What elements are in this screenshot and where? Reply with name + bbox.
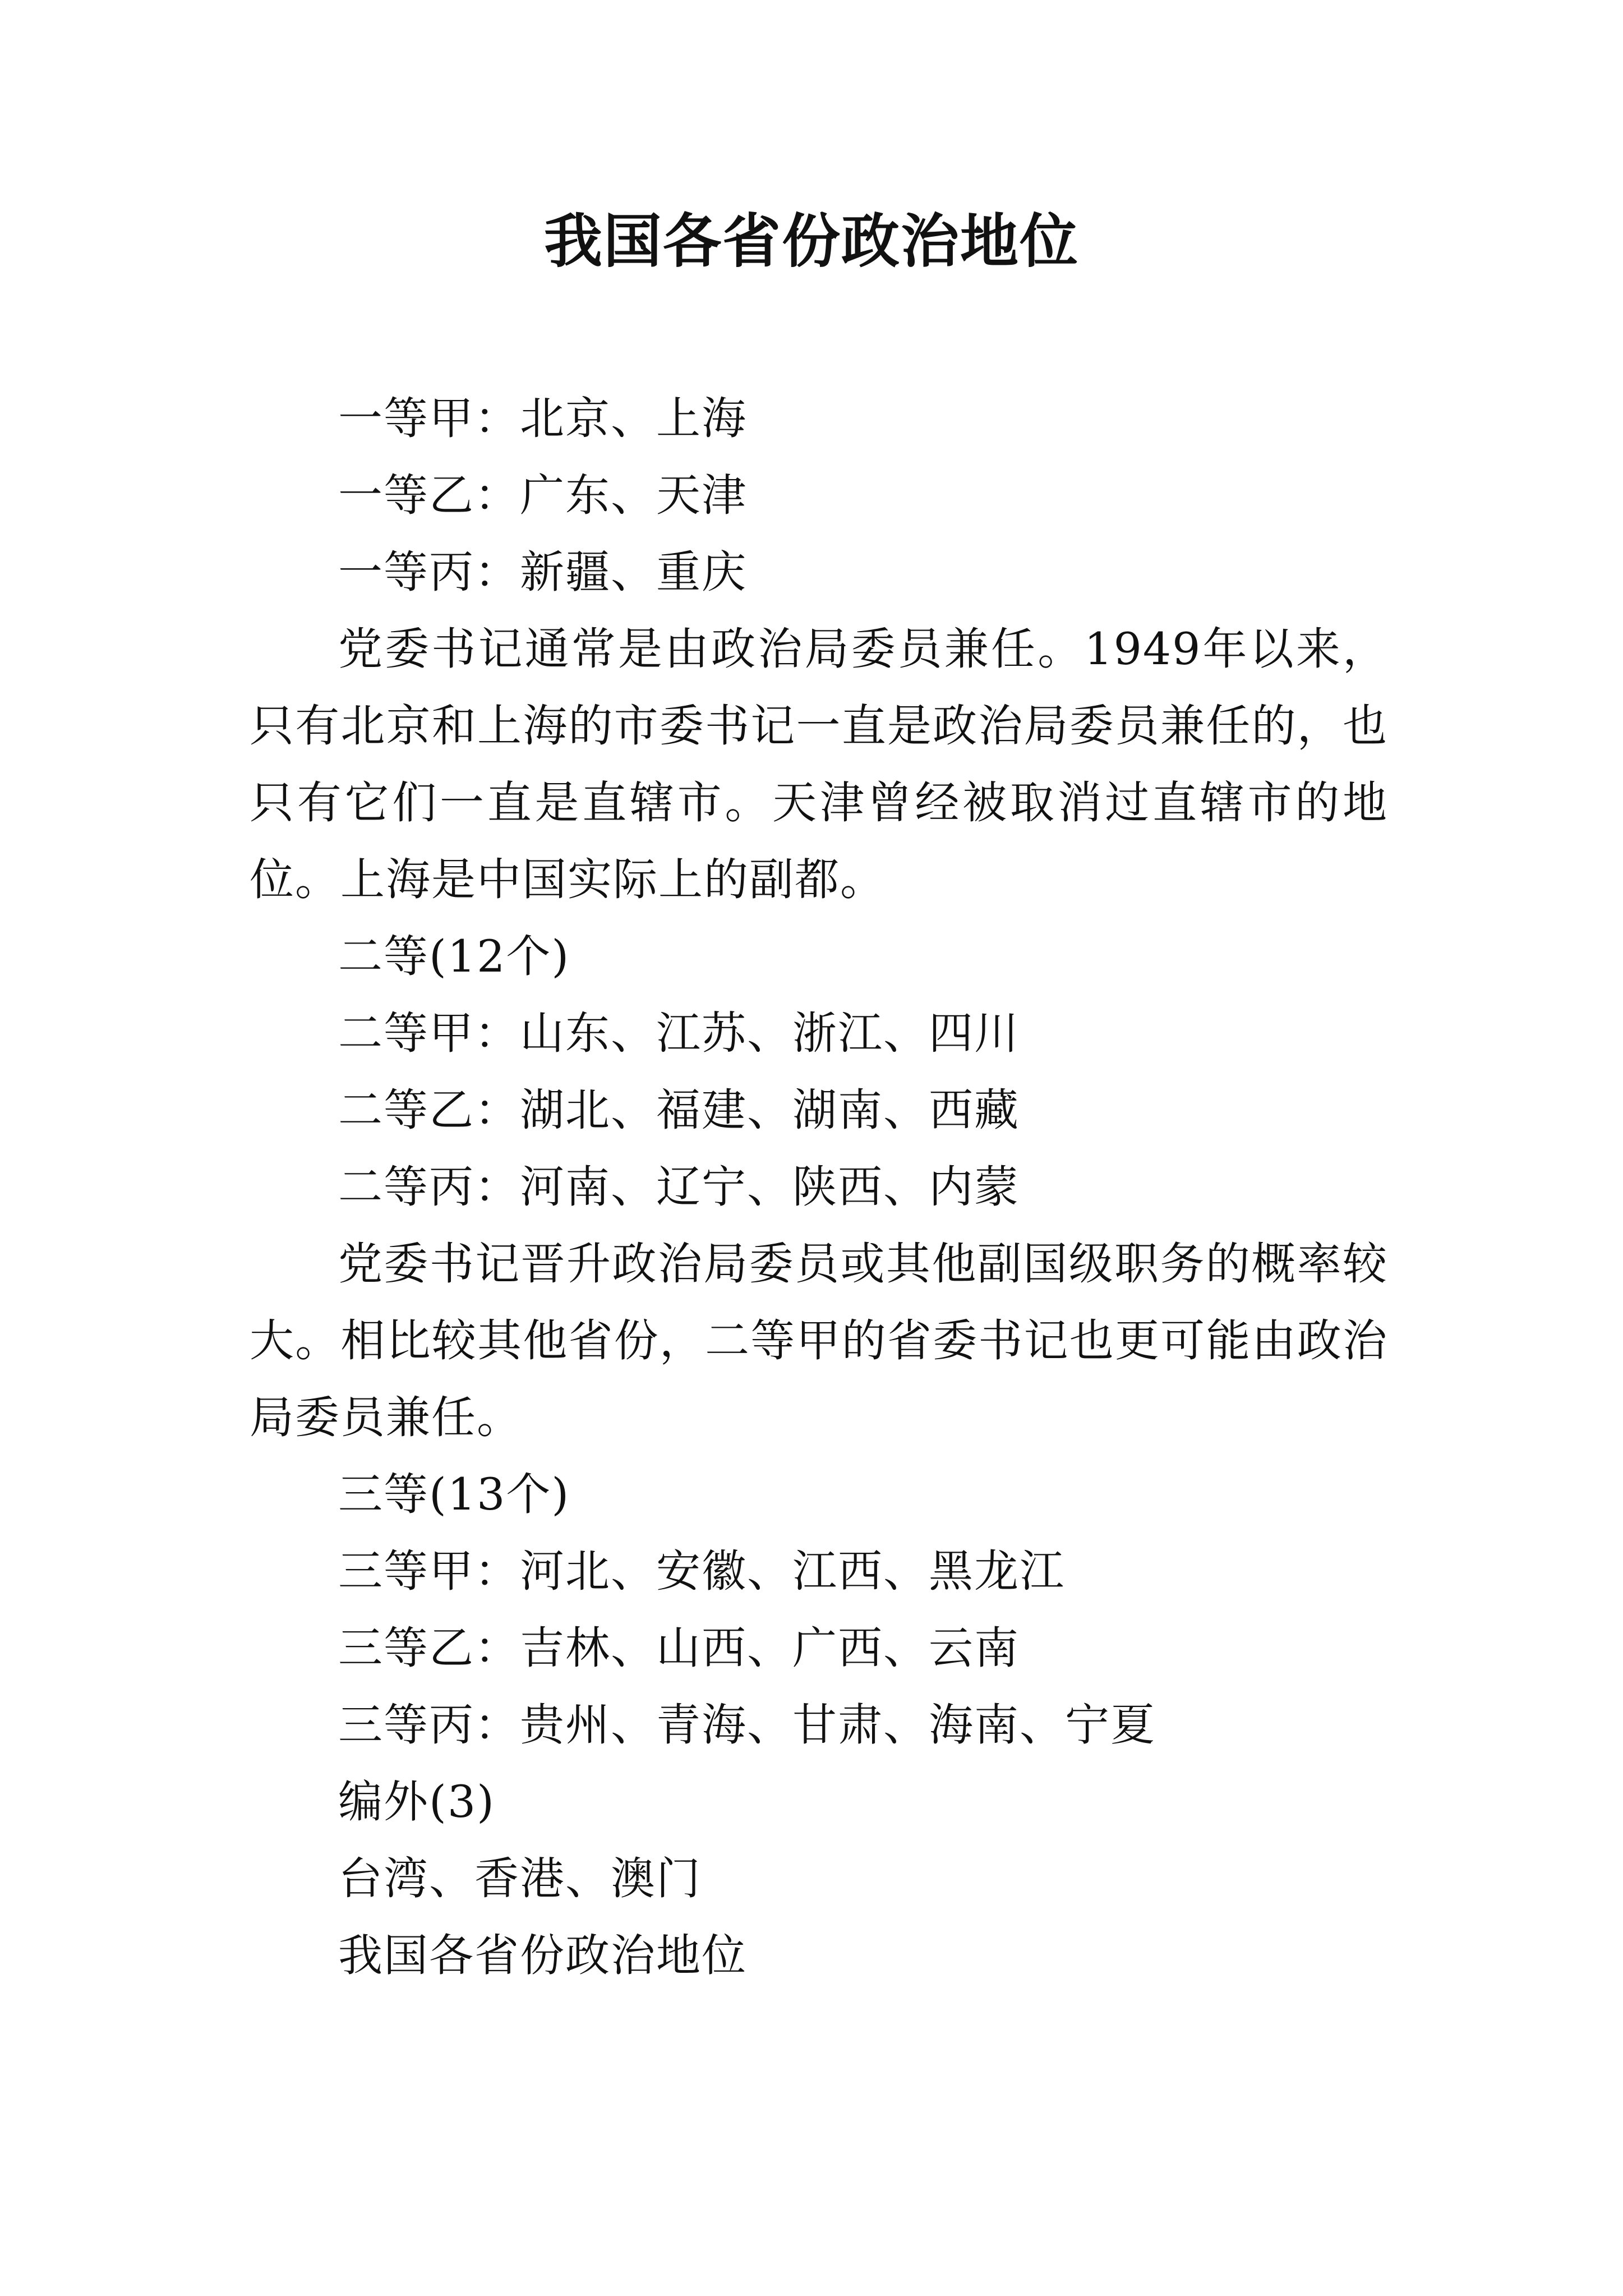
tier3a-line: 三等甲：河北、安徽、江西、黑龙江 (338, 1545, 1065, 1597)
document-title: 我国各省份政治地位 (543, 206, 1079, 275)
tier3b-line: 三等乙：吉林、山西、广西、云南 (338, 1622, 1020, 1674)
tier1b-line: 一等乙：广东、天津 (338, 470, 747, 521)
tier2c-line: 二等丙：河南、辽宁、陕西、内蒙 (338, 1161, 1020, 1213)
document-body (250, 380, 1388, 1994)
tier2b-line: 二等乙：湖北、福建、湖南、西藏 (338, 1084, 1020, 1136)
extra-heading: 编外(3) (338, 1776, 495, 1828)
tier2a-line: 二等甲：山东、江苏、浙江、四川 (338, 1007, 1020, 1059)
tier3c-line: 三等丙：贵州、青海、甘肃、海南、宁夏 (338, 1699, 1156, 1751)
tier2-description: 党委书记晋升政治局委员或其他副国级职务的概率较大。相比较其他省份，二等甲的省委书记也更可能由政治局委员兼任。 (250, 1238, 1388, 1443)
tier1a-line: 一等甲：北京、上海 (338, 393, 747, 444)
extra-line: 台湾、香港、澳门 (338, 1853, 702, 1904)
tier2-heading: 二等(12个) (338, 931, 570, 982)
tier1-description: 党委书记通常是由政治局委员兼任。1949年以来，只有北京和上海的市委书记一直是政治局委员兼任的，也只有它们一直是直辖市。天津曾经被取消过直辖市的地位。上海是中国实际上的副都。 (250, 623, 1388, 905)
tier3-heading: 三等(13个) (338, 1469, 570, 1520)
closing-line: 我国各省份政治地位 (338, 1930, 747, 1981)
tier1c-line: 一等丙：新疆、重庆 (338, 546, 747, 598)
